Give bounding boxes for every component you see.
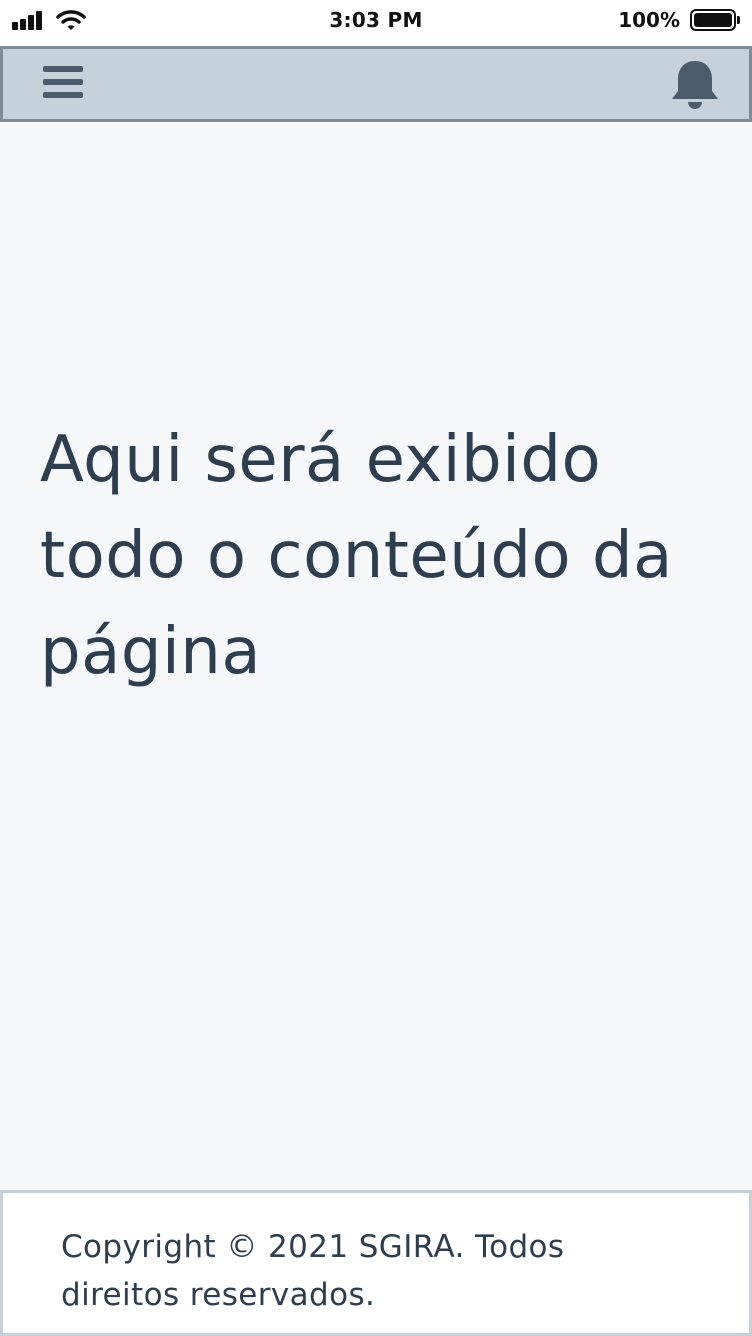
status-time: 3:03 PM xyxy=(329,8,423,32)
copyright-text: Copyright © 2021 SGIRA. Todos direitos reservados. xyxy=(61,1229,565,1313)
bell-icon xyxy=(667,57,723,113)
menu-button[interactable] xyxy=(39,60,87,108)
main-content xyxy=(0,122,752,1190)
page-content-placeholder: Aqui será exibido todo o conteúdo da página xyxy=(40,423,673,689)
hamburger-menu-icon xyxy=(39,60,87,108)
battery-icon xyxy=(690,9,736,31)
notifications-button[interactable] xyxy=(667,57,723,113)
app-header xyxy=(0,46,752,122)
status-bar xyxy=(0,0,752,46)
footer xyxy=(0,1190,752,1336)
battery-percentage: 100% xyxy=(618,8,680,32)
